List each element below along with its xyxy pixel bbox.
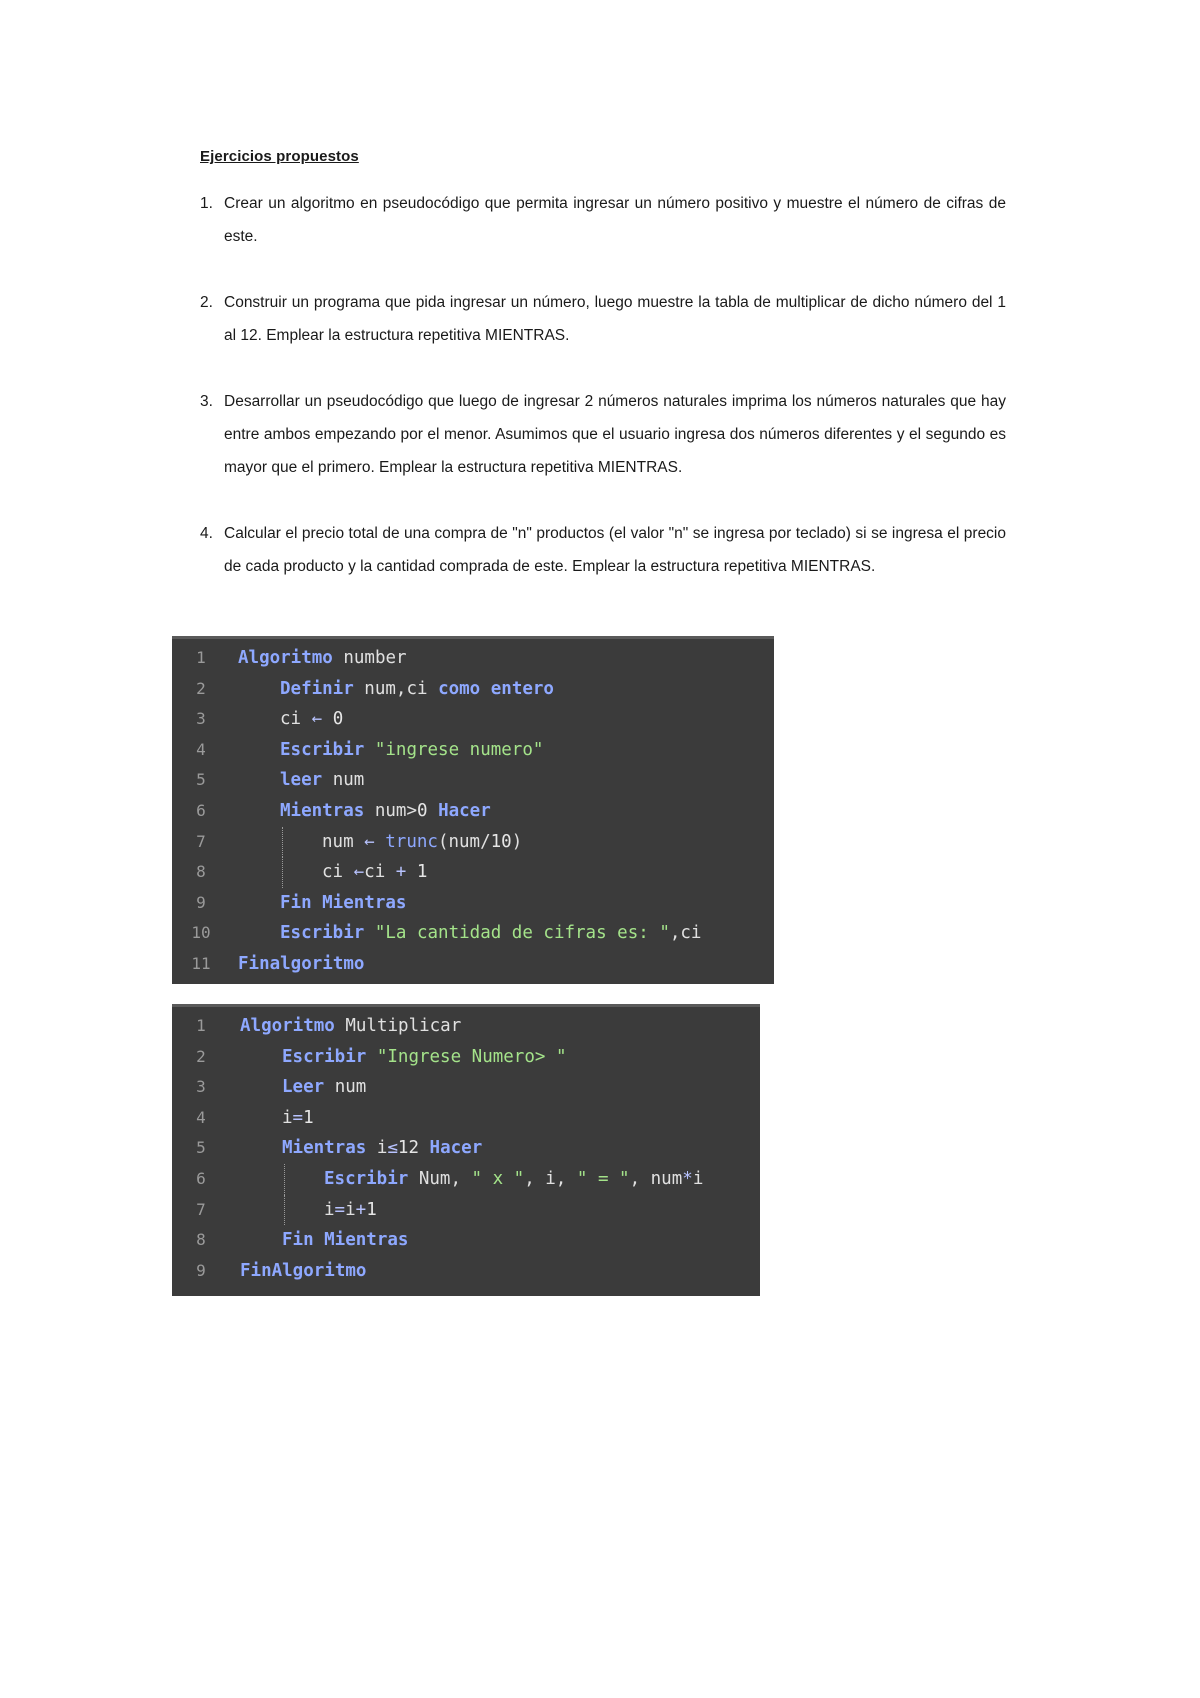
exercise-item <box>200 286 1006 352</box>
code-token-numlit: 10 <box>490 831 512 852</box>
code-line <box>172 735 774 766</box>
code-text <box>280 735 543 766</box>
code-token-numlit: 1 <box>303 1107 314 1128</box>
code-text <box>280 765 364 796</box>
code-token-numlit: 1 <box>416 862 428 883</box>
code-token-op: ← <box>311 709 323 730</box>
code-token-str: "Ingrese Numero> " <box>376 1046 567 1067</box>
code-token-op: = <box>334 1199 346 1220</box>
code-line <box>172 1225 760 1256</box>
code-token-numlit: 1 <box>366 1199 377 1220</box>
code-token-plain: i <box>324 1199 335 1220</box>
section-heading: Ejercicios propuestos <box>200 148 359 165</box>
code-token-plain: Num, <box>408 1168 472 1189</box>
line-number: 3 <box>196 709 206 729</box>
code-line <box>172 827 774 858</box>
line-number: 1 <box>196 648 206 667</box>
exercise-item <box>200 517 1006 583</box>
code-text <box>322 857 427 888</box>
code-line <box>172 1011 760 1042</box>
line-number: 11 <box>191 953 211 973</box>
code-line <box>172 1195 760 1226</box>
line-number: 5 <box>196 770 206 790</box>
code-text <box>280 704 343 735</box>
code-token-plain: ,ci <box>669 923 702 944</box>
code-token-op: + <box>395 862 407 883</box>
line-number: 3 <box>196 1077 206 1097</box>
exercise-number: 1. <box>200 195 213 212</box>
line-number: 4 <box>196 739 206 759</box>
code-token-plain: , i, <box>524 1168 577 1189</box>
code-token-kw: Escribir <box>280 739 365 760</box>
line-number: 7 <box>196 1199 206 1219</box>
code-token-plain: ) <box>511 831 523 852</box>
line-number: 10 <box>191 923 211 943</box>
code-token-op: + <box>355 1199 367 1220</box>
indent-guide <box>282 857 283 888</box>
exercise-text: Construir un programa que pida ingresar un número, luego muestre la tabla de multiplicar de dicho número del 1 al 12. Emplear la estructura repetitiva MIENTRAS. <box>224 294 1006 344</box>
code-token-kw: leer <box>280 770 323 791</box>
code-text <box>280 888 406 919</box>
code-token-kw: Fin Mientras <box>282 1230 409 1251</box>
code-line <box>172 1103 760 1134</box>
exercise-number: 4. <box>200 525 213 542</box>
line-number: 8 <box>196 862 206 882</box>
code-token-plain <box>406 862 417 882</box>
document-body <box>200 148 1006 616</box>
code-token-plain: i <box>282 1107 293 1128</box>
code-line <box>172 888 774 919</box>
code-token-kw: Escribir <box>282 1046 367 1067</box>
exercise-text: Calcular el precio total de una compra de "n" productos (el valor "n" se ingresa por teclado) si se ingresa el precio de cada producto y la cantidad comprada de este. Emplear la estructura repetitiva MIENTRAS. <box>224 525 1006 575</box>
code-token-kw: Hacer <box>438 800 491 821</box>
code-token-kw: Algoritmo <box>240 1016 335 1036</box>
exercise-item <box>200 385 1006 484</box>
code-token-kw: Hacer <box>429 1138 483 1159</box>
code-text <box>282 1042 567 1073</box>
code-token-plain: ci <box>280 709 312 730</box>
line-number: 6 <box>196 1168 206 1188</box>
code-token-plain: num,ci <box>353 678 439 699</box>
code-token-kw: Mientras <box>282 1138 367 1159</box>
exercise-number: 2. <box>200 294 213 311</box>
exercise-item <box>200 187 1006 253</box>
line-number: 1 <box>196 1016 206 1035</box>
code-token-kw: Escribir <box>280 923 365 944</box>
code-token-op: ← <box>364 831 375 852</box>
code-token-plain: number <box>332 648 407 668</box>
code-token-kw: Fin Mientras <box>280 892 407 913</box>
line-number: 9 <box>196 892 206 912</box>
code-token-plain: (num/ <box>437 831 491 852</box>
code-text <box>280 674 554 705</box>
code-text <box>282 1103 314 1134</box>
code-token-kw: Finalgoritmo <box>238 953 365 974</box>
code-token-plain: num> <box>364 800 417 821</box>
line-number: 2 <box>196 1046 206 1066</box>
code-line <box>172 918 774 949</box>
code-line <box>172 857 774 888</box>
code-text <box>282 1072 366 1103</box>
code-text <box>282 1225 408 1256</box>
code-line <box>172 643 774 674</box>
code-token-plain: i <box>692 1168 704 1189</box>
exercise-number: 3. <box>200 393 213 410</box>
code-token-plain: num <box>322 770 365 791</box>
indent-guide <box>282 827 283 858</box>
code-token-numlit: 0 <box>332 709 344 730</box>
line-number: 9 <box>196 1260 206 1280</box>
code-token-op: ≤ <box>387 1138 398 1159</box>
code-token-op: = <box>292 1107 304 1128</box>
code-line <box>172 1256 760 1287</box>
code-line <box>172 949 774 980</box>
code-token-numlit: 12 <box>397 1138 419 1159</box>
code-text <box>238 949 364 980</box>
code-token-kw: Escribir <box>324 1168 409 1189</box>
code-token-plain <box>366 1047 377 1067</box>
exercise-text: Desarrollar un pseudocódigo que luego de ingresar 2 números naturales imprima los números naturales que hay entre ambos empezando por el menor. Asumimos que el usuario ingresa dos números diferentes y el segundo es mayor que el primero. Emplear la estructura repetitiva MIENTRAS. <box>224 393 1006 476</box>
code-text <box>280 918 701 949</box>
line-number: 2 <box>196 678 206 698</box>
code-token-op: * <box>682 1168 693 1189</box>
code-text <box>282 1133 482 1164</box>
code-token-plain: Multiplicar <box>334 1016 462 1036</box>
code-text <box>238 643 407 674</box>
code-token-plain <box>428 801 439 821</box>
code-token-plain <box>322 709 333 729</box>
line-number: 5 <box>196 1138 206 1158</box>
code-token-plain <box>364 923 375 943</box>
code-token-numlit: 0 <box>416 800 428 821</box>
code-text <box>240 1256 366 1287</box>
code-snippet-multiplication-table <box>172 1004 760 1296</box>
code-line <box>172 704 774 735</box>
code-token-plain: i <box>366 1138 388 1159</box>
code-token-plain: ci <box>364 862 396 883</box>
code-token-plain <box>364 740 375 760</box>
exercise-text: Crear un algoritmo en pseudocódigo que permita ingresar un número positivo y muestre el número de cifras de este. <box>224 195 1006 245</box>
code-line <box>172 1133 760 1164</box>
code-token-plain: num <box>322 831 365 852</box>
code-token-plain <box>375 832 386 852</box>
line-number: 6 <box>196 800 206 820</box>
line-number: 7 <box>196 831 206 851</box>
code-line <box>172 1072 760 1103</box>
code-token-kw: como entero <box>438 678 554 699</box>
code-line <box>172 1164 760 1195</box>
code-token-kw: FinAlgoritmo <box>240 1260 367 1281</box>
code-text <box>324 1195 377 1226</box>
code-token-kw: Mientras <box>280 800 365 821</box>
exercise-list <box>200 187 1006 583</box>
code-token-fn: trunc <box>385 831 438 852</box>
code-token-kw: Definir <box>280 678 354 699</box>
code-token-op: ← <box>353 862 365 883</box>
code-token-str: "La cantidad de cifras es: " <box>374 923 670 944</box>
indent-guide <box>284 1195 285 1226</box>
code-token-str: " x " <box>471 1168 525 1189</box>
code-token-kw: Leer <box>282 1077 325 1098</box>
indent-guide <box>284 1164 285 1195</box>
code-token-plain <box>419 1138 430 1158</box>
code-token-plain: , num <box>629 1168 683 1189</box>
code-token-plain: i <box>345 1199 356 1220</box>
code-text <box>240 1011 461 1042</box>
code-text <box>324 1164 703 1195</box>
line-number: 8 <box>196 1230 206 1250</box>
code-line <box>172 796 774 827</box>
code-token-kw: Algoritmo <box>238 648 333 668</box>
line-number: 4 <box>196 1107 206 1127</box>
code-token-plain: ci <box>322 862 354 883</box>
code-snippet-count-digits <box>172 636 774 984</box>
code-line <box>172 765 774 796</box>
code-token-str: "ingrese numero" <box>374 739 544 760</box>
code-token-str: " = " <box>576 1168 630 1189</box>
code-line <box>172 674 774 705</box>
code-text <box>280 796 491 827</box>
code-text <box>322 827 522 858</box>
code-line <box>172 1042 760 1073</box>
code-token-plain: num <box>324 1077 367 1098</box>
